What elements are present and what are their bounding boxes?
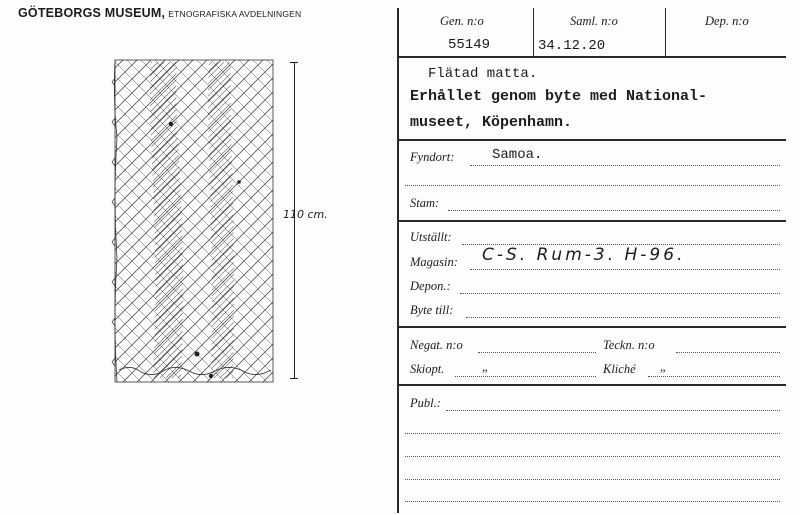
fyndort-continuation-line <box>405 184 780 186</box>
card-left-border <box>397 8 399 513</box>
utstallt-label: Utställt: <box>410 230 452 244</box>
gen-no-label: Gen. n:o <box>440 14 484 28</box>
teckn-label: Teckn. n:o <box>603 338 655 352</box>
fyndort-dotted-line <box>470 164 780 166</box>
section-divider-2 <box>399 220 786 222</box>
measurement-label: 110 cm. <box>283 208 328 221</box>
section-divider-4 <box>399 384 786 386</box>
acquisition-line-2: museet, Köpenhamn. <box>410 114 573 131</box>
museum-header <box>18 6 301 20</box>
depon-dotted-line <box>460 292 780 294</box>
fyndort-value: Samoa. <box>492 147 543 163</box>
kliche-ditto: „ <box>660 360 667 374</box>
skiopt-ditto: „ <box>482 360 489 374</box>
stam-dotted-line <box>448 209 780 211</box>
dep-no-label: Dep. n:o <box>705 14 749 28</box>
stam-label: Stam: <box>410 196 440 210</box>
magasin-value: C-S. Rum-3. H-96. <box>482 245 686 265</box>
byte-till-dotted-line <box>466 316 780 318</box>
negat-dotted-line <box>478 351 596 353</box>
section-divider-3 <box>399 326 786 328</box>
saml-no-value: 34.12.20 <box>538 38 606 54</box>
mat-drawing <box>111 58 277 384</box>
publ-label: Publ.: <box>410 396 441 410</box>
depon-label: Depon.: <box>410 279 451 293</box>
kliche-dotted-line <box>648 375 780 377</box>
publ-dotted-line-1 <box>446 409 780 411</box>
section-divider-1 <box>399 139 786 141</box>
teckn-dotted-line <box>676 351 780 353</box>
kliche-label: Kliché <box>603 362 636 376</box>
publ-dotted-line-5 <box>405 500 780 502</box>
object-name: Flätad matta. <box>428 66 538 82</box>
skiopt-dotted-line <box>455 375 596 377</box>
column-divider-1 <box>533 8 534 56</box>
skiopt-label: Skiopt. <box>410 362 445 376</box>
saml-no-label: Saml. n:o <box>570 14 618 28</box>
magasin-dotted-line <box>470 268 780 270</box>
column-divider-2 <box>665 8 666 56</box>
department-name: ETNOGRAFISKA AVDELNINGEN <box>168 9 302 19</box>
header-divider <box>399 56 786 58</box>
acquisition-line-1: Erhållet genom byte med National- <box>410 88 708 105</box>
measurement-top-tick <box>290 62 298 63</box>
negat-label: Negat. n:o <box>410 338 463 352</box>
publ-dotted-line-4 <box>405 478 780 480</box>
measurement-bottom-tick <box>290 378 298 379</box>
gen-no-value: 55149 <box>448 37 491 53</box>
publ-dotted-line-2 <box>405 432 780 434</box>
magasin-label: Magasin: <box>410 255 458 269</box>
fyndort-label: Fyndort: <box>410 150 455 164</box>
publ-dotted-line-3 <box>405 455 780 457</box>
byte-till-label: Byte till: <box>410 303 454 317</box>
museum-name: GÖTEBORGS MUSEUM, <box>18 6 166 20</box>
